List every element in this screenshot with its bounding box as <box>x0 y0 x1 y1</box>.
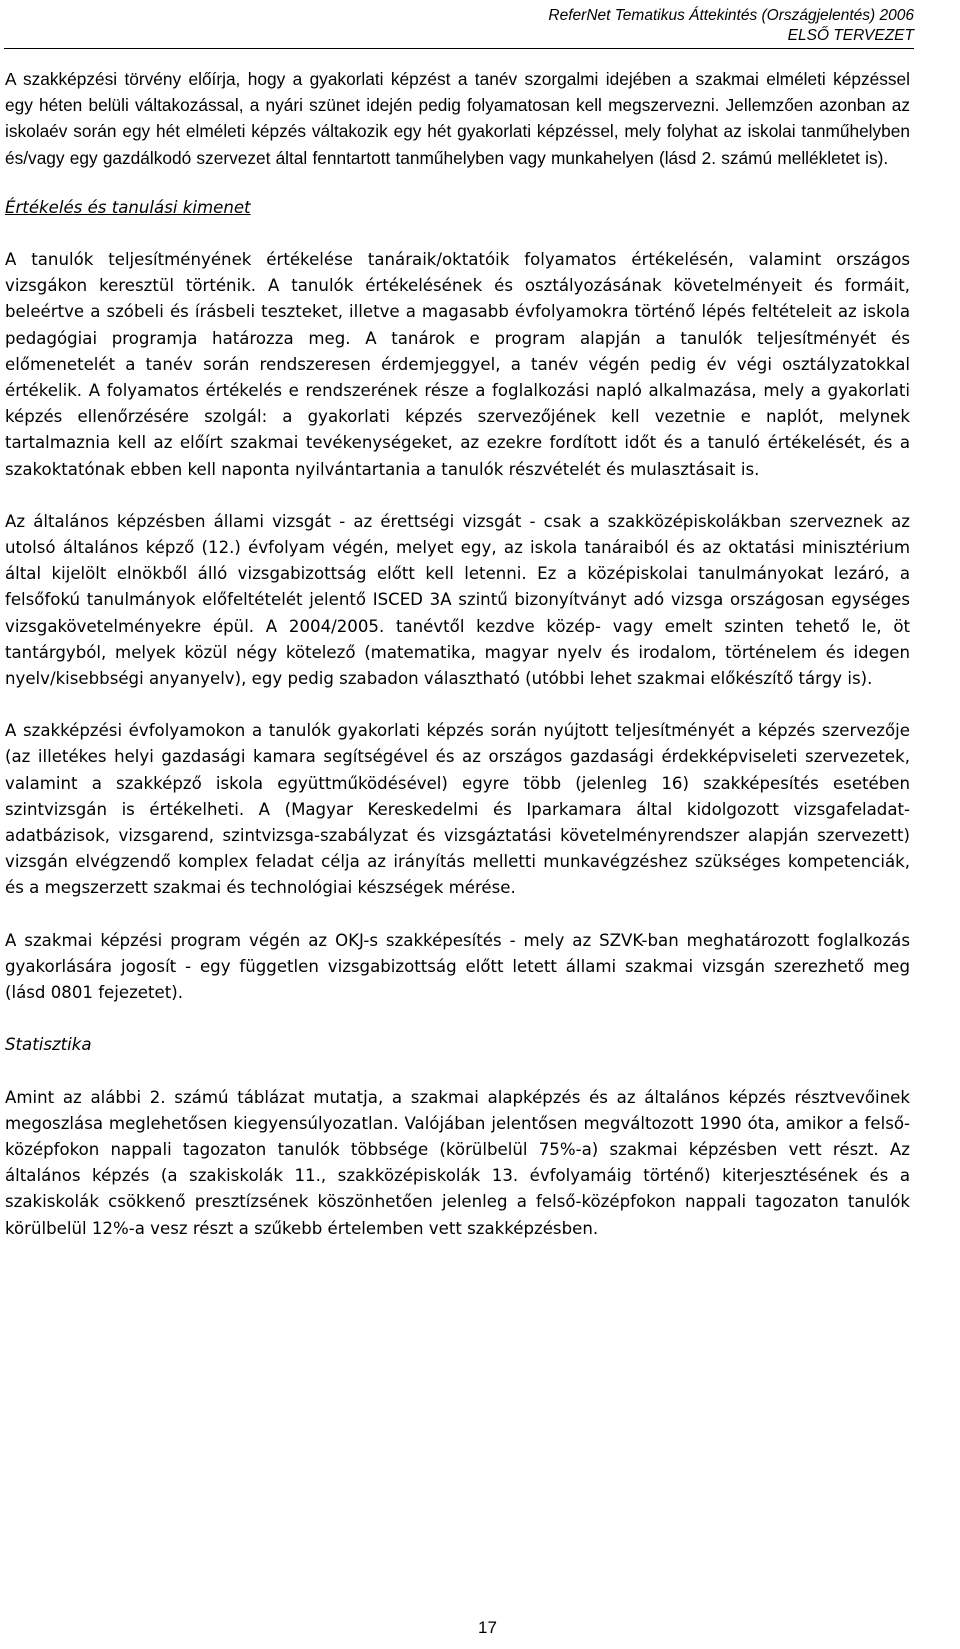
paragraph-level-exam: A szakképzési évfolyamokon a tanulók gyakorlati képzés során nyújtott teljesítményét a képzés szervezője (az illetékes helyi gazdasági kamara segítségével és az országos gazdasági érdekképviseleti szervezetek, valamint a szakképző iskola együttműködésével) egyre több (jelenleg 16) szakképesítés esetében szintvizsgán is értékelheti. A (Magyar Kereskedelmi és Iparkamara által kidolgozott vizsgafeladat-adatbázisok, vizsgarend, szintvizsga-szabályzat és vizsgáztatási követelményrendszer alapján szervezett) vizsgán elvégzendő komplex feladat célja az irányítás melletti munkavégzéshez szükséges kompetenciák, és a megszerzett szakmai és technológiai készségek mérése. <box>5 721 910 898</box>
header-divider <box>4 48 914 49</box>
header-title: ReferNet Tematikus Áttekintés (Országjelentés) 2006 <box>548 7 914 24</box>
paragraph-state-exam: Az általános képzésben állami vizsgát - az érettségi vizsgát - csak a szakközépiskolákban szerveznek az utolsó általános képző (12.) évfolyam végén, melyet egy, az iskola tanáraiból és az oktatási minisztérium által kijelölt elnökből álló vizsgabizottság előtt kell letenni. Ez a középiskolai tanulmányokat lezáró, a felsőfokú tanulmányok előfeltételét jelentő ISCED 3A szintű bizonyítványt adó vizsga országosan egységes vizsgakövetelményekre épül. A 2004/2005. tanévtől kezdve közép- vagy emelt szinten tehető le, öt tantárgyból, melyek közül négy kötelező (matematika, magyar nyelv és irodalom, történelem és idegen nyelv/kisebbségi anyanyelv), egy pedig szabadon választható (utóbbi lehet szakmai előkészítő tárgy is). <box>5 511 910 689</box>
page-number: 17 <box>478 1618 497 1637</box>
paragraph-assessment: A tanulók teljesítményének értékelése tanáraik/oktatóik folyamatos értékelésén, valamint országos vizsgákon keresztül történik. A tanulók értékelésének és osztályozásának követelményeit és formáit, beleértve a szóbeli és írásbeli teszteket, illetve a magasabb évfolyamokra történő lépés feltételeit az iskola pedagógiai programja határozza meg. A tanárok e program alapján a tanulók teljesítményét és előmenetelét a tanév során rendszeresen érdemjeggyel, a tanév végén pedig év végi osztályzatokkal értékelik. A folyamatos értékelés e rendszerének része a foglalkozási napló alkalmazása, mely a gyakorlati képzés ellenőrzésére szolgál: a gyakorlati képzés szervezőjének kell vezetnie e naplót, melynek tartalmaznia kell az előírt szakmai tevékenységeket, az ezekre fordított időt és a tanuló értékelését, és a szakoktatónak ebben kell naponta nyilvántartania a tanulók részvételét és mulasztásait is. <box>5 250 910 479</box>
section-heading-statistics: Statisztika <box>5 1035 92 1055</box>
page-header <box>548 6 914 46</box>
section-heading-assessment-text: Értékelés és tanulási kimenet <box>5 197 251 217</box>
header-subtitle: ELSŐ TERVEZET <box>787 27 914 44</box>
document-body <box>5 66 910 1242</box>
section-heading-assessment <box>5 195 910 221</box>
paragraph-statistics: Amint az alábbi 2. számú táblázat mutatja, a szakmai alapképzés és az általános képzés résztvevőinek megoszlása meglehetősen kiegyensúlyozatlan. Valójában jelentősen megváltozott 1990 óta, amikor a felső-középfokon nappali tagozaton tanulók többsége (körülbelül 75%-a) szakmai képzésben vett részt. Az általános képzés (a szakiskolák 11., szakközépiskolák 13. évfolyamáig történő) kiterjesztésének és a szakiskolák csökkenő presztízsének köszönhetően jelenleg a felső-középfokon nappali tagozaton tanulók körülbelül 12%-a vesz részt a szűkebb értelemben vett szakképzésben. <box>5 1087 910 1238</box>
paragraph-practical-training: A szakképzési törvény előírja, hogy a gyakorlati képzést a tanév szorgalmi idejében a szakmai elméleti képzéssel egy héten belüli váltakozással, a nyári szünet idején pedig folyamatosan kell megszervezni. Jellemzően azonban az iskolaév során egy hét elméleti képzés váltakozik egy hét gyakorlati képzéssel, mely folyhat az iskolai tanműhelyben és/vagy egy gazdálkodó szervezet által fenntartott tanműhelyben vagy munkahelyen (lásd 2. számú mellékletet is). <box>5 69 910 168</box>
paragraph-vocational-exam: A szakmai képzési program végén az OKJ-s szakképesítés - mely az SZVK-ban meghatározott foglalkozás gyakorlására jogosít - egy független vizsgabizottság előtt letett állami szakmai vizsgán szerezhető meg (lásd 0801 fejezetet). <box>5 930 910 1003</box>
